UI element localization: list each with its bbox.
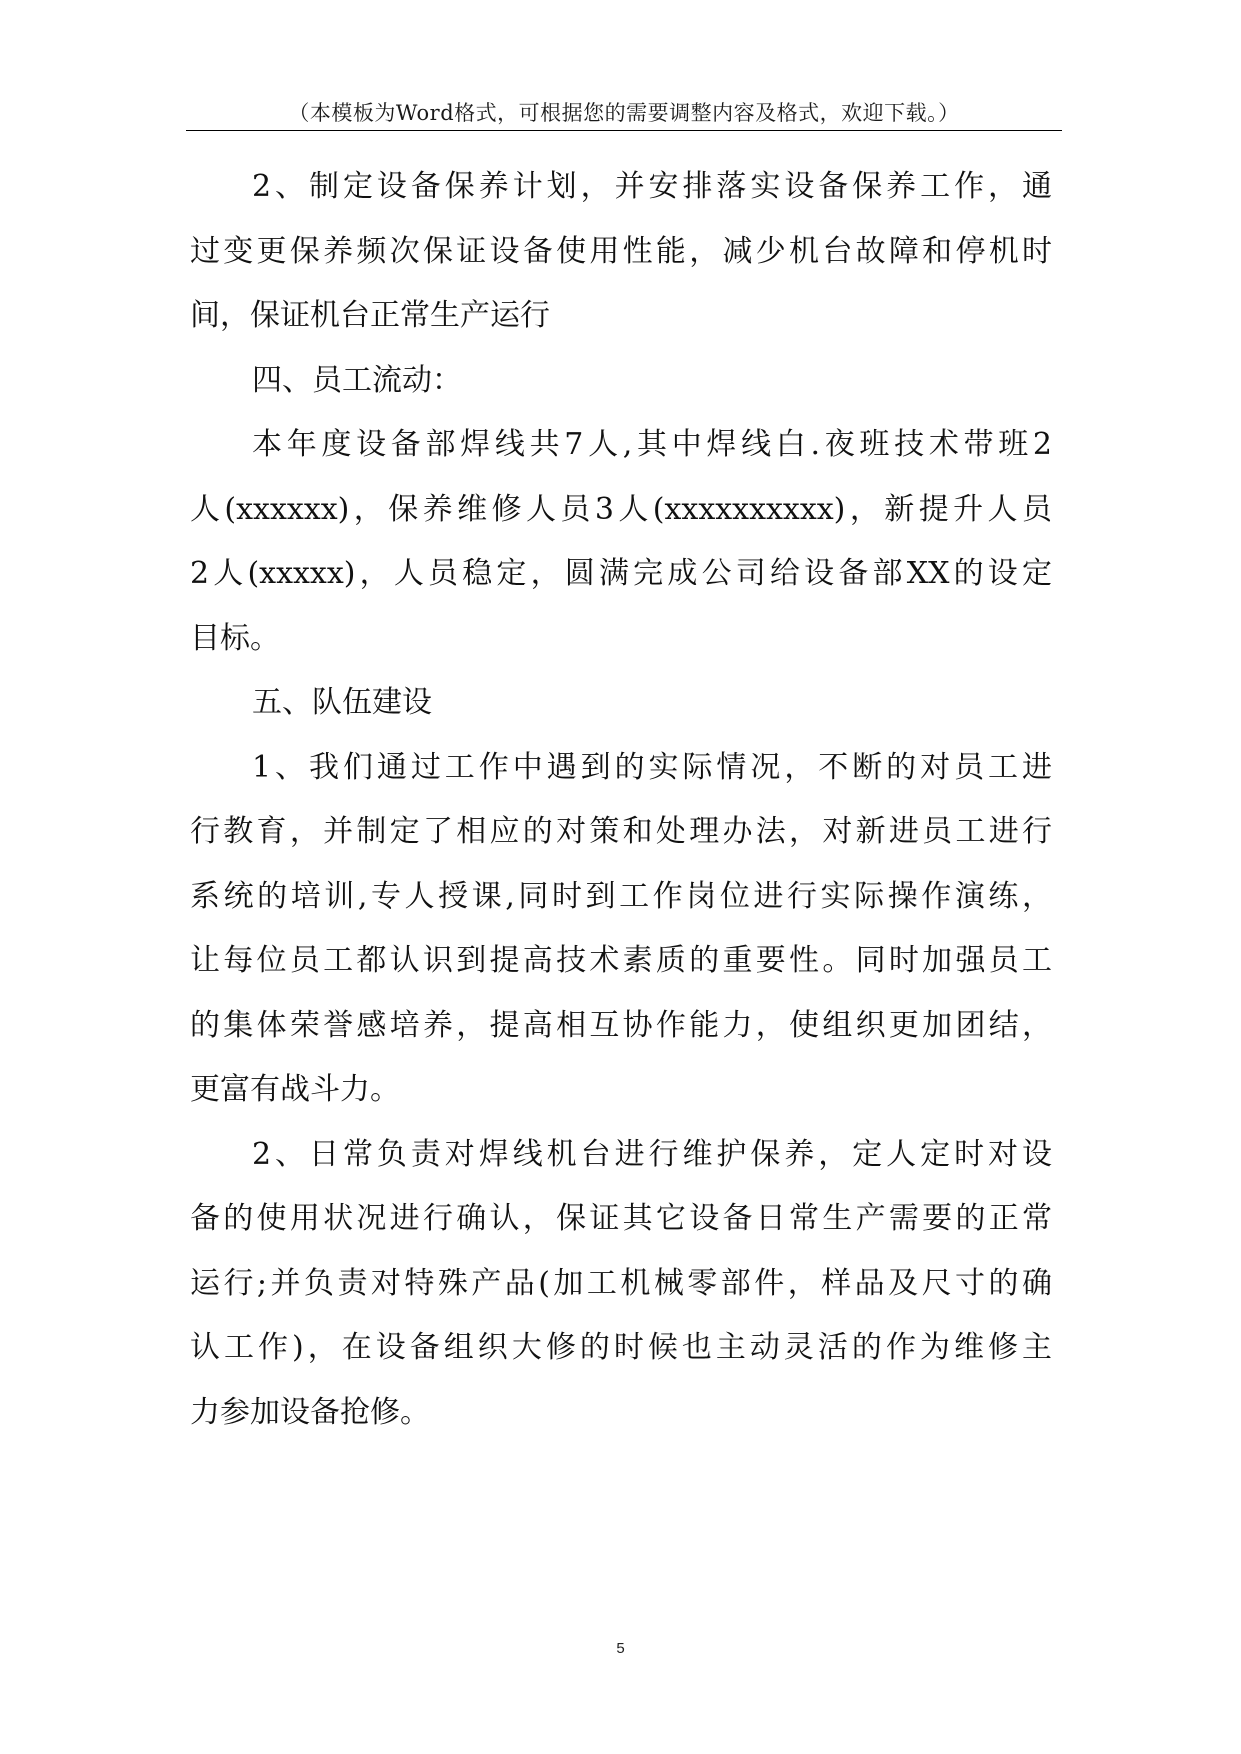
paragraph-line: 力参加设备抢修。 <box>190 1394 430 1430</box>
paragraph-line: 人(xxxxxx)，保养维修人员3人(xxxxxxxxxx)，新提升人员 <box>190 491 1052 527</box>
header-divider <box>186 130 1062 131</box>
paragraph-line: 认工作)，在设备组织大修的时候也主动灵活的作为维修主 <box>190 1330 1052 1365</box>
paragraph-line: 过变更保养频次保证设备使用性能，减少机台故障和停机时 <box>190 233 1052 269</box>
paragraph-line: 系统的培训,专人授课,同时到工作岗位进行实际操作演练， <box>190 878 1052 914</box>
paragraph-line: 2、日常负责对焊线机台进行维护保养，定人定时对设 <box>252 1136 1052 1172</box>
section-heading: 四、员工流动： <box>252 362 462 398</box>
paragraph-line: 本年度设备部焊线共7人,其中焊线白.夜班技术带班2 <box>252 427 1052 462</box>
paragraph-line: 2、制定设备保养计划，并安排落实设备保养工作，通 <box>252 169 1052 204</box>
page-header-note: （本模板为Word格式，可根据您的需要调整内容及格式，欢迎下载。） <box>288 101 960 125</box>
paragraph-line: 间，保证机台正常生产运行 <box>190 298 550 333</box>
paragraph-line: 备的使用状况进行确认，保证其它设备日常生产需要的正常 <box>190 1201 1052 1236</box>
paragraph-line: 行教育，并制定了相应的对策和处理办法，对新进员工进行 <box>190 814 1052 849</box>
paragraph-line: 2人(xxxxx)，人员稳定，圆满完成公司给设备部XX的设定 <box>190 556 1052 591</box>
document-body <box>190 155 1052 1445</box>
paragraph-line: 目标。 <box>190 620 280 656</box>
paragraph-line: 让每位员工都认识到提高技术素质的重要性。同时加强员工 <box>190 943 1052 978</box>
paragraph-line: 更富有战斗力。 <box>190 1072 400 1107</box>
page-number: 5 <box>616 1640 625 1657</box>
paragraph-line: 的集体荣誉感培养，提高相互协作能力，使组织更加团结， <box>190 1007 1052 1043</box>
paragraph-line: 1、我们通过工作中遇到的实际情况，不断的对员工进 <box>252 749 1052 785</box>
paragraph-line: 运行;并负责对特殊产品(加工机械零部件，样品及尺寸的确 <box>190 1265 1052 1301</box>
section-heading: 五、队伍建设 <box>252 685 432 720</box>
